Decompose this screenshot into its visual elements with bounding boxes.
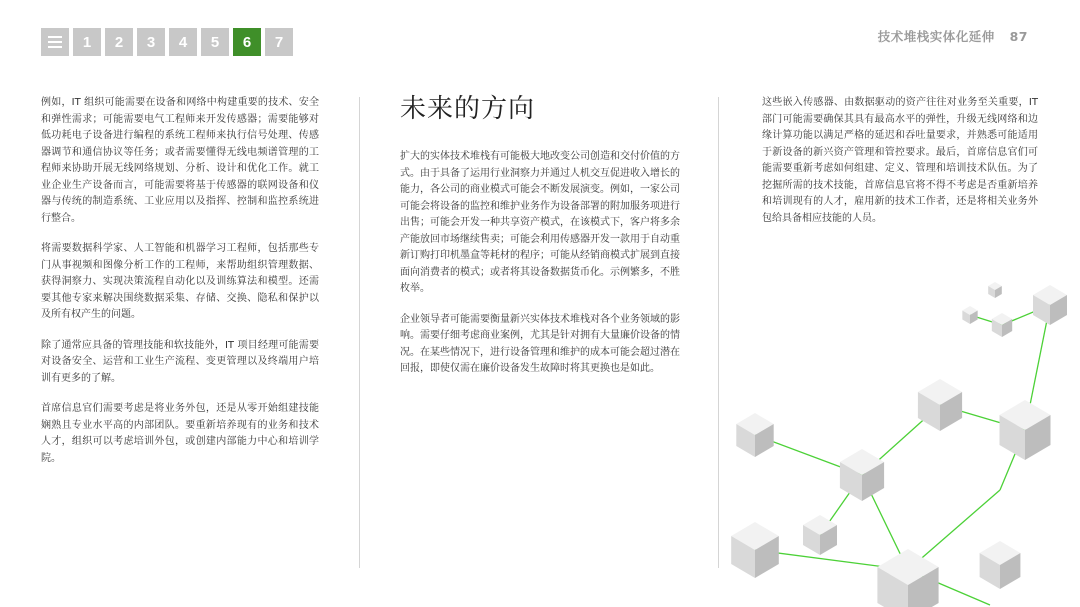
menu-icon[interactable] (41, 28, 69, 56)
page-number: 87 (1009, 29, 1028, 44)
page-button-6-active[interactable]: 6 (233, 28, 261, 56)
page-header (878, 27, 1028, 45)
section-title: 技术堆栈实体化延伸 (877, 29, 995, 44)
column-divider (359, 97, 360, 568)
page-button-2[interactable]: 2 (105, 28, 133, 56)
text-column-left (41, 95, 319, 481)
paragraph: 首席信息官们需要考虑是将业务外包，还是从零开始组建技能娴熟且专业水平高的内部团队。要重新培养现有的业务和技术人才，组织可以考虑培训外包，或创建内部能力中心和培训学院。 (41, 403, 319, 464)
page-nav (41, 28, 293, 56)
paragraph: 将需要数据科学家、人工智能和机器学习工程师，包括那些专门从事视频和图像分析工作的工程师，来帮助组织管理数据、获得洞察力、实现决策流程自动化以及训练算法和模型。还需要其他专家来解决围绕数据采集、存储、交换、隐私和保护以及所有权产生的问题。 (41, 243, 319, 320)
paragraph: 除了通常应具备的管理技能和软技能外，IT 项目经理可能需要对设备安全、运营和工业生产流程、变更管理以及终端用户培训有更多的了解。 (41, 339, 319, 384)
page-button-5[interactable]: 5 (201, 28, 229, 56)
paragraph: 这些嵌入传感器、由数据驱动的资产往往对业务至关重要，IT 部门可能需要确保其具有最高水平的弹性，升级无线网络和边缘计算功能以满足严格的延迟和吞吐量要求，并熟悉可能适用于新设备的新兴资产管理和管控要求。最后，首席信息官们可能需要重新考虑如何组建、定义、管理和培训技术队伍。为了挖掘所需的技术技能，首席信息官将不得不考虑是否重新培养和培训现有的人才，雇用新的技术工作者，还是将相关业务外包给具备相应技能的人员。 (762, 97, 1038, 224)
paragraph: 例如，IT 组织可能需要在设备和网络中构建重要的技术、安全和弹性需求；可能需要电气工程师来开发传感器；需要能够对低功耗电子设备进行编程的系统工程师来执行信号处理、传感器调节和通信协议等任务；或者需要懂得无线电频谱管理的工程师来协助开展无线网络规划、分析、设计和优化工作。就工业企业生产设备而言，可能需要将基于传感器的联网设备和仪器与传统的制造系统、工业应用以及指挥、控制和监控系统进行整合。 (41, 97, 319, 224)
page-button-3[interactable]: 3 (137, 28, 165, 56)
page-button-7[interactable]: 7 (265, 28, 293, 56)
section-heading: 未来的方向 (400, 94, 536, 124)
text-column-right (762, 95, 1038, 241)
paragraph: 扩大的实体技术堆栈有可能极大地改变公司创造和交付价值的方式。由于具备了运用行业洞察力并通过人机交互促进收入增长的能力，各公司的商业模式可能会不断发展演变。例如，一家公司可能会将设备的监控和维护业务作为设备部署的附加服务项进行出售；可能会开发一种共享资产模式，在该模式下，客户将多余产能放回市场继续售卖；可能会利用传感器开发一款用于自动重新订购打印机墨盒等耗材的程序；可能从经销商模式扩展到直接面向消费者的模式；或者将其设备数据货币化。示例繁多，不胜枚举。 (400, 151, 680, 294)
text-column-middle (400, 92, 680, 392)
page-button-1[interactable]: 1 (73, 28, 101, 56)
paragraph: 企业领导者可能需要衡量新兴实体技术堆栈对各个业务领域的影响。需要仔细考虑商业案例，尤其是针对拥有大量廉价设备的情况。在某些情况下，进行设备管理和维护的成本可能会超过潜在回报，即使仅需在廉价设备发生故障时将其更换也是如此。 (400, 313, 680, 374)
page-button-4[interactable]: 4 (169, 28, 197, 56)
network-cubes-illustration (700, 270, 1080, 607)
